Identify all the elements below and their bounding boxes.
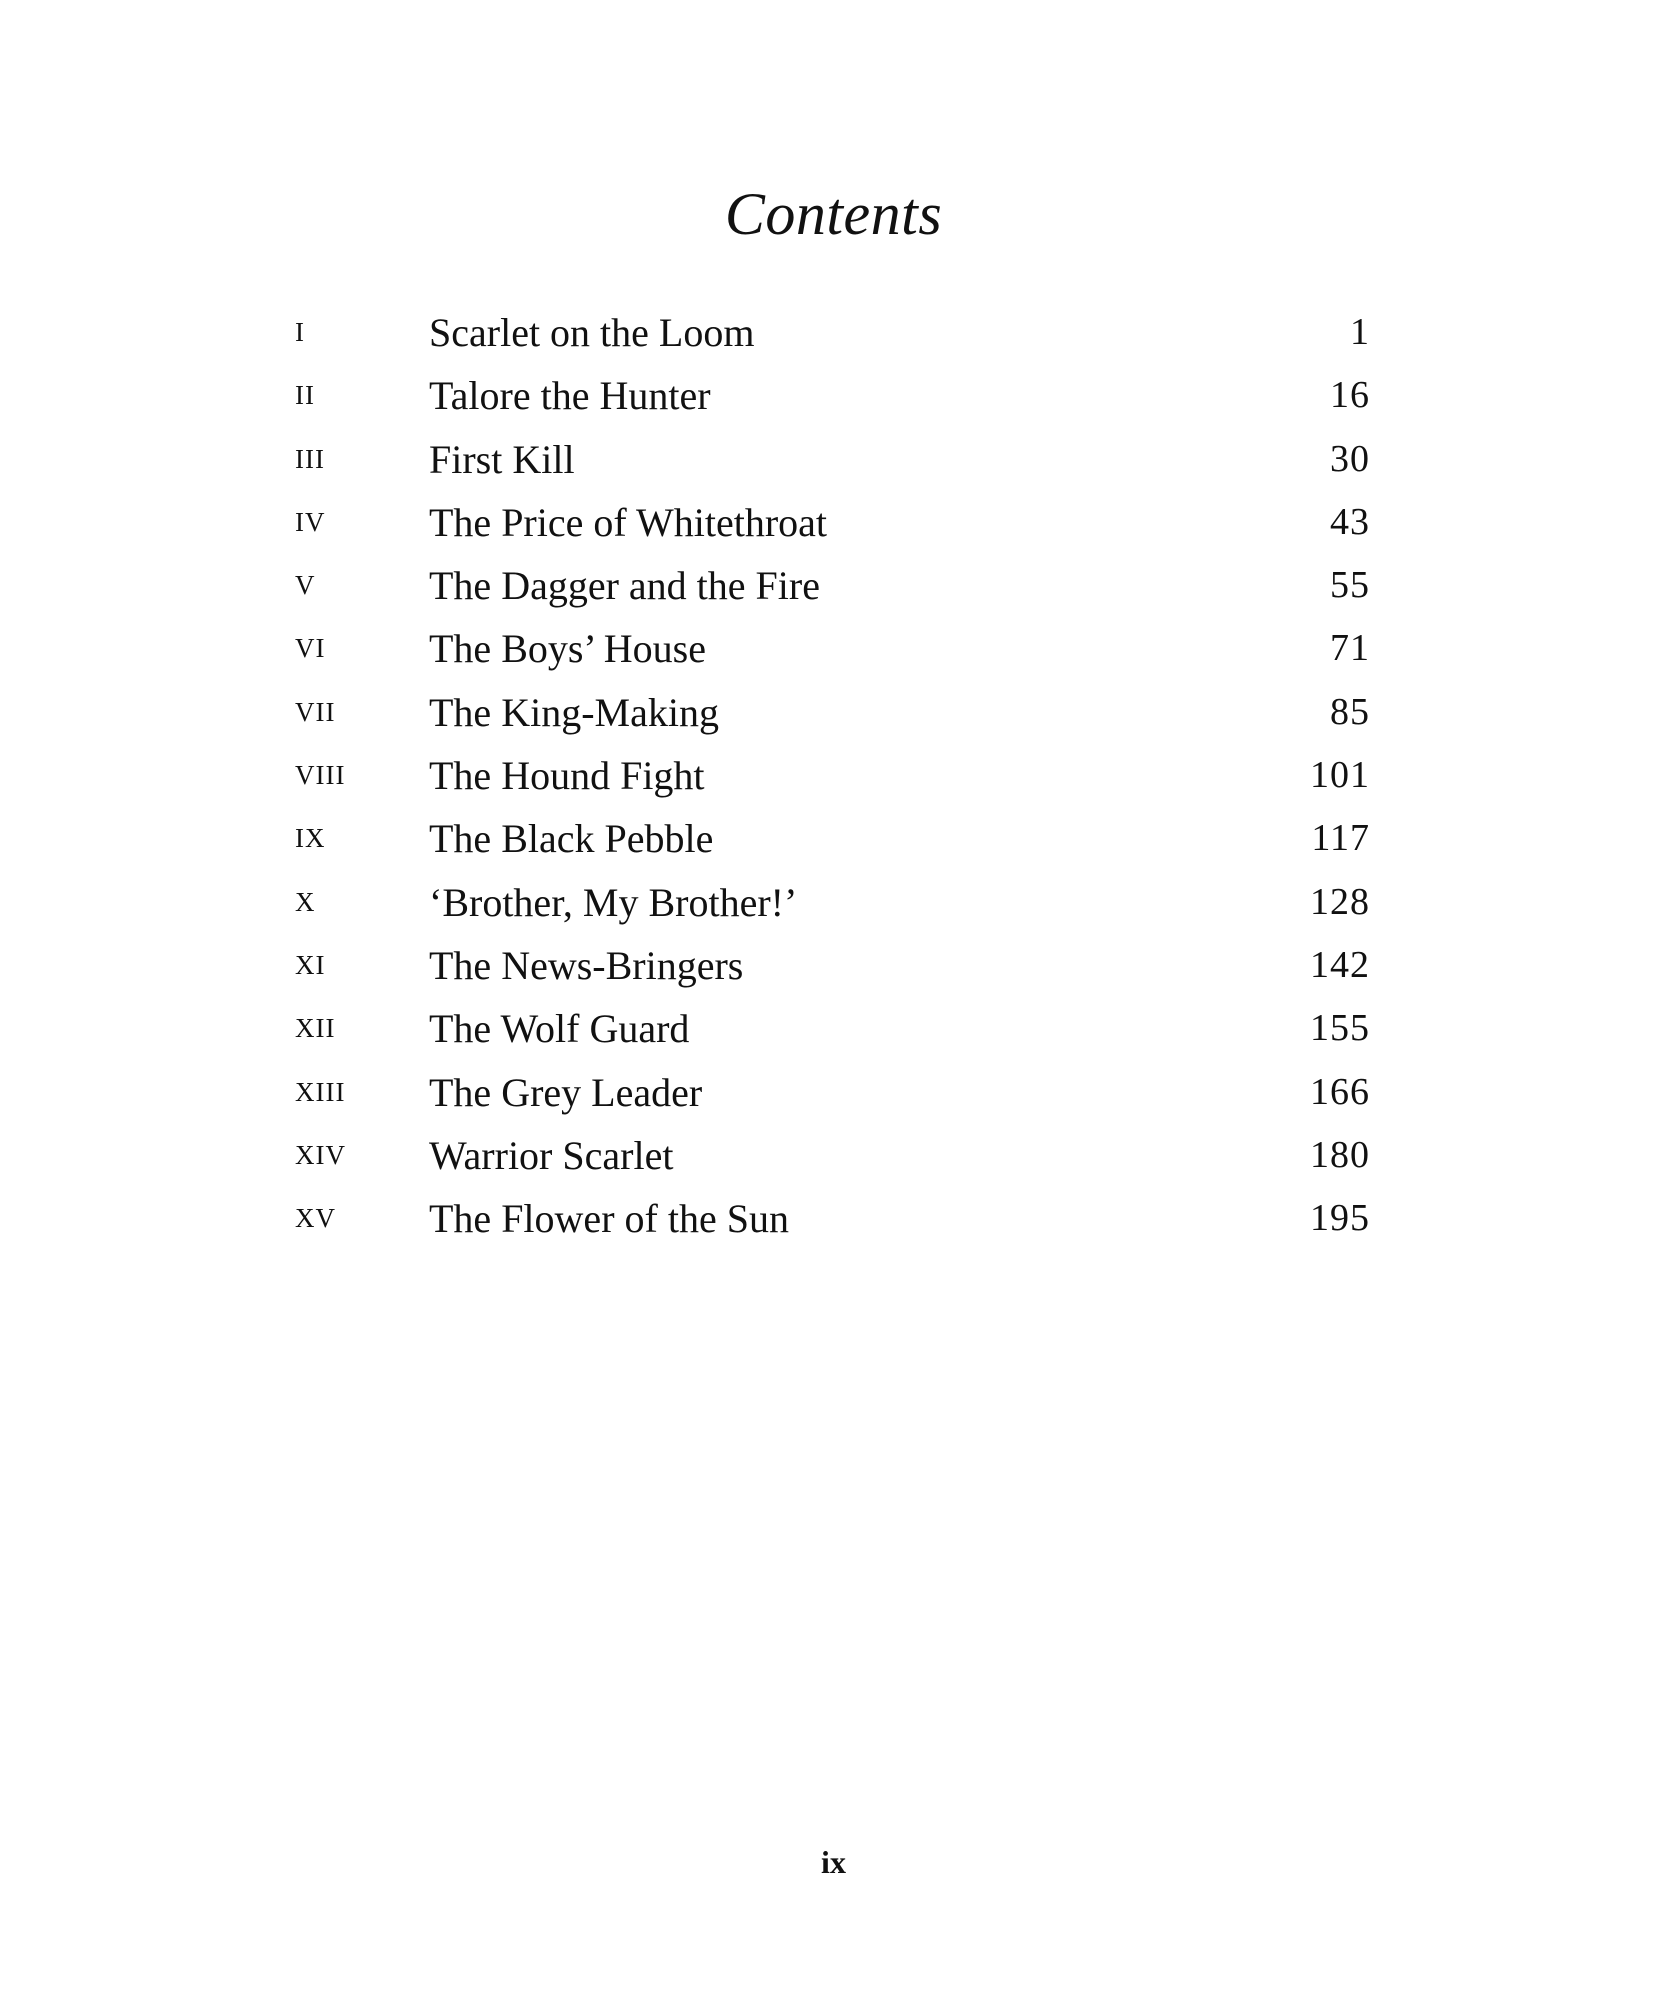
- page-number: 117: [1311, 817, 1370, 860]
- chapter-title: Talore the Hunter: [429, 373, 711, 419]
- toc-entry: [295, 997, 1370, 1060]
- page-number: 30: [1330, 437, 1370, 480]
- page-number: 101: [1310, 754, 1370, 797]
- chapter-number: XIV: [295, 1139, 346, 1170]
- toc-entry: [295, 934, 1370, 997]
- page-number: 43: [1330, 500, 1370, 543]
- chapter-title: The King-Making: [429, 689, 719, 735]
- toc-entry: [295, 428, 1370, 491]
- toc-entry: [295, 491, 1370, 554]
- chapter-title: The Dagger and the Fire: [429, 563, 820, 609]
- page-number: 155: [1310, 1007, 1370, 1050]
- chapter-number: X: [295, 886, 316, 917]
- toc-entry: [295, 744, 1370, 807]
- page-number: 128: [1310, 880, 1370, 923]
- chapter-title: The Price of Whitethroat: [429, 499, 828, 545]
- chapter-title: The Black Pebble: [429, 816, 714, 862]
- chapter-number: VII: [295, 696, 336, 727]
- page-number: 166: [1310, 1070, 1370, 1113]
- page-number: 16: [1330, 374, 1370, 417]
- chapter-title: The Grey Leader: [429, 1069, 703, 1115]
- chapter-title: Scarlet on the Loom: [429, 310, 755, 355]
- chapter-number: VI: [295, 633, 326, 664]
- page-number: 55: [1330, 564, 1370, 607]
- toc-entry: [295, 1124, 1370, 1187]
- chapter-number: IX: [295, 823, 326, 854]
- chapter-number: III: [295, 443, 325, 474]
- page-number: 85: [1330, 690, 1370, 733]
- chapter-title: The Hound Fight: [429, 753, 705, 799]
- toc-entry: [295, 364, 1370, 427]
- toc-entry: [295, 807, 1370, 870]
- chapter-title: The Wolf Guard: [429, 1006, 690, 1052]
- chapter-number: XIII: [295, 1076, 346, 1107]
- toc-entry: [295, 617, 1370, 680]
- chapter-number: V: [295, 570, 316, 601]
- toc-entry: [295, 554, 1370, 617]
- table-of-contents: [295, 301, 1370, 1250]
- page-number: 1: [1350, 311, 1370, 353]
- chapter-number: I: [295, 317, 305, 347]
- toc-entry: [295, 871, 1370, 934]
- page-number: 142: [1310, 943, 1370, 986]
- toc-entry: [295, 681, 1370, 744]
- chapter-title: The Flower of the Sun: [429, 1196, 789, 1242]
- chapter-title: The Boys’ House: [429, 626, 706, 672]
- folio-page-number: ix: [821, 1844, 846, 1880]
- chapter-number: IV: [295, 506, 326, 537]
- chapter-number: VIII: [295, 760, 346, 791]
- toc-entry: [295, 1187, 1370, 1250]
- chapter-title: ‘Brother, My Brother!’: [429, 879, 798, 925]
- page-number: 71: [1330, 627, 1370, 670]
- chapter-title: Warrior Scarlet: [429, 1132, 674, 1178]
- page-number: 180: [1310, 1133, 1370, 1176]
- toc-entry: [295, 301, 1370, 364]
- chapter-number: XV: [295, 1203, 336, 1234]
- chapter-number: II: [295, 380, 315, 411]
- chapter-number: XI: [295, 949, 326, 980]
- toc-entry: [295, 1061, 1370, 1124]
- page-title: Contents: [724, 181, 943, 247]
- chapter-title: First Kill: [429, 436, 575, 482]
- chapter-title: The News-Bringers: [429, 942, 744, 988]
- chapter-number: XII: [295, 1013, 336, 1044]
- page-number: 195: [1310, 1197, 1370, 1240]
